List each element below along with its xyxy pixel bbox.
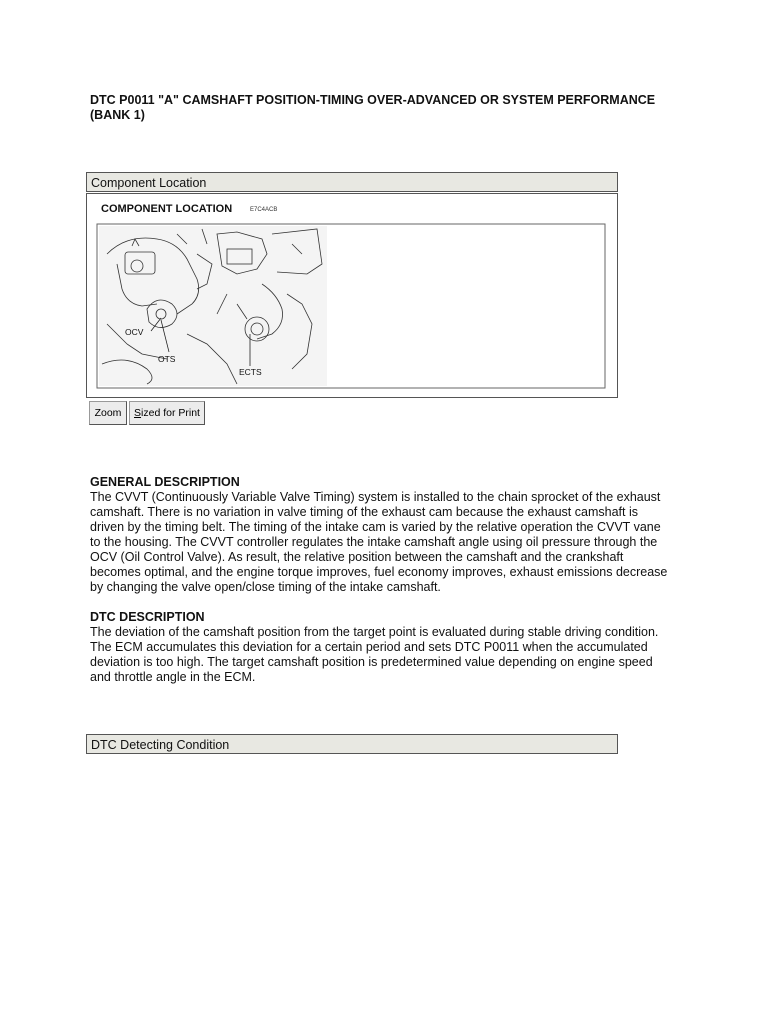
section-header-component-location: Component Location <box>86 172 618 192</box>
label-ocv: OCV <box>125 327 144 337</box>
page-title-line-1: DTC P0011 "A" CAMSHAFT POSITION-TIMING OVER-ADVANCED OR SYSTEM PERFORMANCE <box>90 93 656 107</box>
dtc-description-line: and throttle angle in the ECM. <box>90 670 256 684</box>
general-description-line: to the housing. The CVVT controller regulates the intake camshaft angle using oil pressure through the <box>90 535 658 549</box>
general-description-line: driven by the timing belt. The timing of the intake cam is varied by the relative operation the CVVT vane <box>90 520 661 534</box>
general-description-line: OCV (Oil Control Valve). As result, the relative position between the camshaft and the crankshaft <box>90 550 624 564</box>
label-ots: OTS <box>158 354 176 364</box>
engine-diagram <box>87 194 617 397</box>
label-ects: ECTS <box>239 367 262 377</box>
general-description-line: becomes optimal, and the engine torque improves, fuel economy improves, exhaust emissions decrease <box>90 565 668 579</box>
page-title <box>90 93 690 123</box>
figure-code: E7C4ACB <box>250 207 278 213</box>
page-title-line-2: (BANK 1) <box>90 108 145 122</box>
dtc-description-line: The ECM accumulates this deviation for a certain period and sets DTC P0011 when the accumulated <box>90 640 648 654</box>
engine-sketch <box>99 226 327 386</box>
dtc-description-line: deviation is too high. The target camshaft position is predetermined value depending on engine speed <box>90 655 653 669</box>
sized-for-print-button[interactable] <box>129 401 205 425</box>
general-description-heading: GENERAL DESCRIPTION <box>90 475 240 489</box>
zoom-button[interactable]: Zoom <box>89 401 127 425</box>
dtc-description-line: The deviation of the camshaft position from the target point is evaluated during stable driving condition. <box>90 625 659 639</box>
general-description-line: The CVVT (Continuously Variable Valve Timing) system is installed to the chain sprocket of the exhaust <box>90 490 661 504</box>
general-description-line: by changing the valve open/close timing of the intake camshaft. <box>90 580 441 594</box>
figure-toolbar <box>89 401 205 425</box>
figure-heading: COMPONENT LOCATION <box>101 203 233 215</box>
general-description-text <box>90 490 680 595</box>
dtc-description-heading: DTC DESCRIPTION <box>90 610 205 624</box>
print-accelerator: S <box>134 407 142 419</box>
dtc-description-text <box>90 625 680 685</box>
component-location-figure <box>86 193 618 398</box>
print-label: ized for Print <box>141 407 200 419</box>
section-header-dtc-detecting-condition: DTC Detecting Condition <box>86 734 618 754</box>
general-description-line: camshaft. There is no variation in valve timing of the exhaust cam because the exhaust camshaft is <box>90 505 638 519</box>
